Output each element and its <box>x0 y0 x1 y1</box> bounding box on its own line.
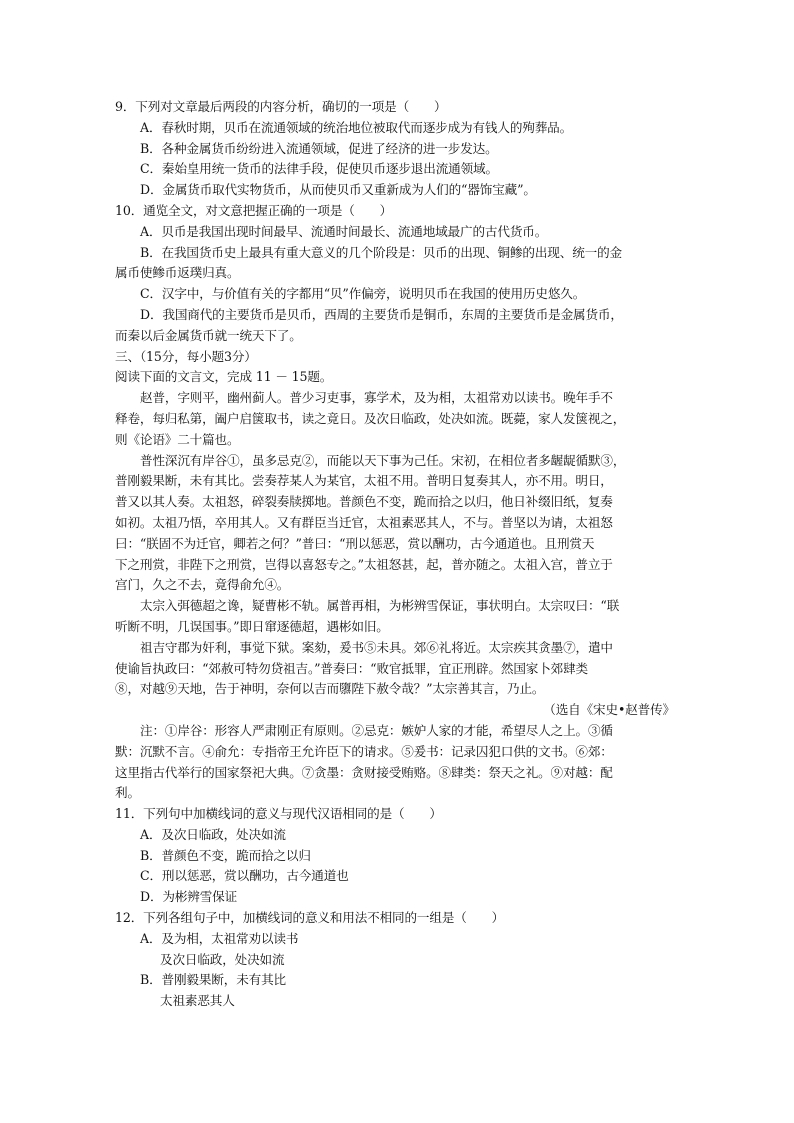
question-12-option-b: B．普刚毅果断，未有其比 <box>140 972 286 988</box>
passage-line: 听断不明，几误国事。”即日窜逐德超，遇彬如旧。 <box>115 618 389 634</box>
passage-line: 下之刑赏，非陛下之刑赏，岂得以喜怒专之。”太祖怒甚，起，普亦随之。太祖入宫，普立于 <box>115 556 613 572</box>
passage-line: 普性深沉有岸谷①，虽多忌克②，而能以天下事为己任。宋初，在相位者多龌龊循默③， <box>140 452 626 468</box>
passage-line: ⑧，对越⑨天地，告于神明，奈何以吉而隳陛下赦令哉？”太宗善其言，乃止。 <box>115 681 545 697</box>
passage-line: 则《论语》二十篇也。 <box>115 431 240 447</box>
passage-line: 赵普，字则平，幽州蓟人。普少习吏事，寡学术，及为相，太祖常劝以读书。晚年手不 <box>140 390 613 406</box>
question-10-option-b: B．在我国货币史上最具有重大意义的几个阶段是：贝币的出现、铜鲹的出现、统一的金 <box>140 244 622 260</box>
question-9-option-a: A．春秋时期，贝币在流通领域的统治地位被取代而逐步成为有钱人的殉葬品。 <box>140 119 573 135</box>
question-11-option-b: B．普颜色不变，跪而拾之以归 <box>140 847 311 863</box>
passage-line: 释卷，每归私第，阖户启箧取书，读之竟日。及次日临政，处决如流。既薨，家人发箧视之， <box>115 410 626 426</box>
passage-line: 普刚毅果断，未有其比。尝奏荐某人为某官，太祖不用。普明日复奏其人，亦不用。明日， <box>115 473 613 489</box>
question-10-option-a: A．贝币是我国出现时间最早、流通时间最长、流通地域最广的古代货币。 <box>140 223 548 239</box>
notes-line: 默：沉默不言。④俞允：专指帝王允许臣下的请求。⑤爰书：记录囚犯口供的文书。⑥郊： <box>115 743 613 759</box>
question-12-option-a: A．及为相，太祖常劝以读书 <box>140 930 299 946</box>
notes-line: 这里指古代举行的国家祭祀大典。⑦贪墨：贪财接受贿赂。⑧肆类：祭天之礼。⑨对越：配 <box>115 764 613 780</box>
passage-line: 普又以其人奏。太祖怒，碎裂奏牍掷地。普颜色不变，跪而拾之以归，他日补缀旧纸，复奏 <box>115 494 613 510</box>
question-9-stem: 9．下列对文章最后两段的内容分析，确切的一项是（ ） <box>115 99 447 114</box>
question-10-stem: 10．通览全文，对文意把握正确的一项是（ ） <box>115 202 393 218</box>
question-10-option-d: D．我国商代的主要货币是贝币，西周的主要货币是铜币，东周的主要货币是金属货币， <box>140 306 623 322</box>
question-10-option-b-cont: 属币使鲹币返璞归真。 <box>115 265 240 281</box>
section-heading: 三、（15分，每小题3分） <box>115 348 257 364</box>
question-9-option-c: C．秦始皇用统一货币的法律手段，促使贝币逐步退出流通领域。 <box>140 161 498 177</box>
question-12-stem: 12．下列各组句子中，加横线词的意义和用法不相同的一组是（ ） <box>115 910 505 926</box>
passage-line: 宫门，久之不去，竟得俞允④。 <box>115 577 290 593</box>
passage-line: 祖吉守郡为奸利，事觉下狱。案劾，爰书⑤未具。郊⑥礼将近。太宗疾其贪墨⑦，遣中 <box>140 639 613 655</box>
question-9-option-b: B．各种金属货币纷纷进入流通领域，促进了经济的进一步发达。 <box>140 140 498 156</box>
question-10-option-c: C．汉字中，与价值有关的字都用“贝”作偏旁，说明贝币在我国的使用历史悠久。 <box>140 286 586 302</box>
passage-line: 太宗入弭德超之谗，疑曹彬不轨。属普再相，为彬辨雪保证，事状明白。太宗叹曰：“联 <box>140 598 620 614</box>
notes-line: 注：①岸谷：形容人严肃刚正有原则。②忌克：嫉妒人家的才能，希望尽人之上。③循 <box>140 722 613 738</box>
question-11-option-c: C．刑以惩恶，赏以酬功，古今通道也 <box>140 868 349 884</box>
question-9-option-d: D．金属货币取代实物货币，从而使贝币又重新成为人们的“器饰宝藏”。 <box>140 182 536 198</box>
exam-page <box>115 97 685 1012</box>
passage-line: 使谕旨执政曰：“郊赦可特勿贷祖吉。”普奏曰：“败官抵罪，宜正刑辟。然国家卜郊肆类 <box>115 660 588 676</box>
question-12-option-a-pair: 及次日临政，处决如流 <box>160 951 285 967</box>
question-11-option-a: A．及次日临政，处决如流 <box>140 826 286 842</box>
notes-line: 利。 <box>115 785 140 801</box>
passage-source: （选自《宋史•赵普传》 <box>543 702 675 718</box>
question-10-option-d-cont: 而秦以后金属货币就一统天下了。 <box>115 327 302 343</box>
question-11-stem: 11．下列句中加横线词的意义与现代汉语相同的是（ ） <box>115 806 442 822</box>
section-instruction: 阅读下面的文言文，完成 11 － 15题。 <box>115 369 333 385</box>
question-12-option-b-pair: 太祖素恶其人 <box>160 993 235 1009</box>
passage-line: 曰：“朕固不为迁官，卿若之何？”普曰：“刑以惩恶，赏以酬功，古今通道也。且刑赏天 <box>115 535 595 551</box>
passage-line: 如初。太祖乃悟，卒用其人。又有群臣当迁官，太祖素恶其人，不与。普坚以为请，太祖怒 <box>115 514 613 530</box>
question-11-option-d: D．为彬辨雪保证 <box>140 889 238 905</box>
